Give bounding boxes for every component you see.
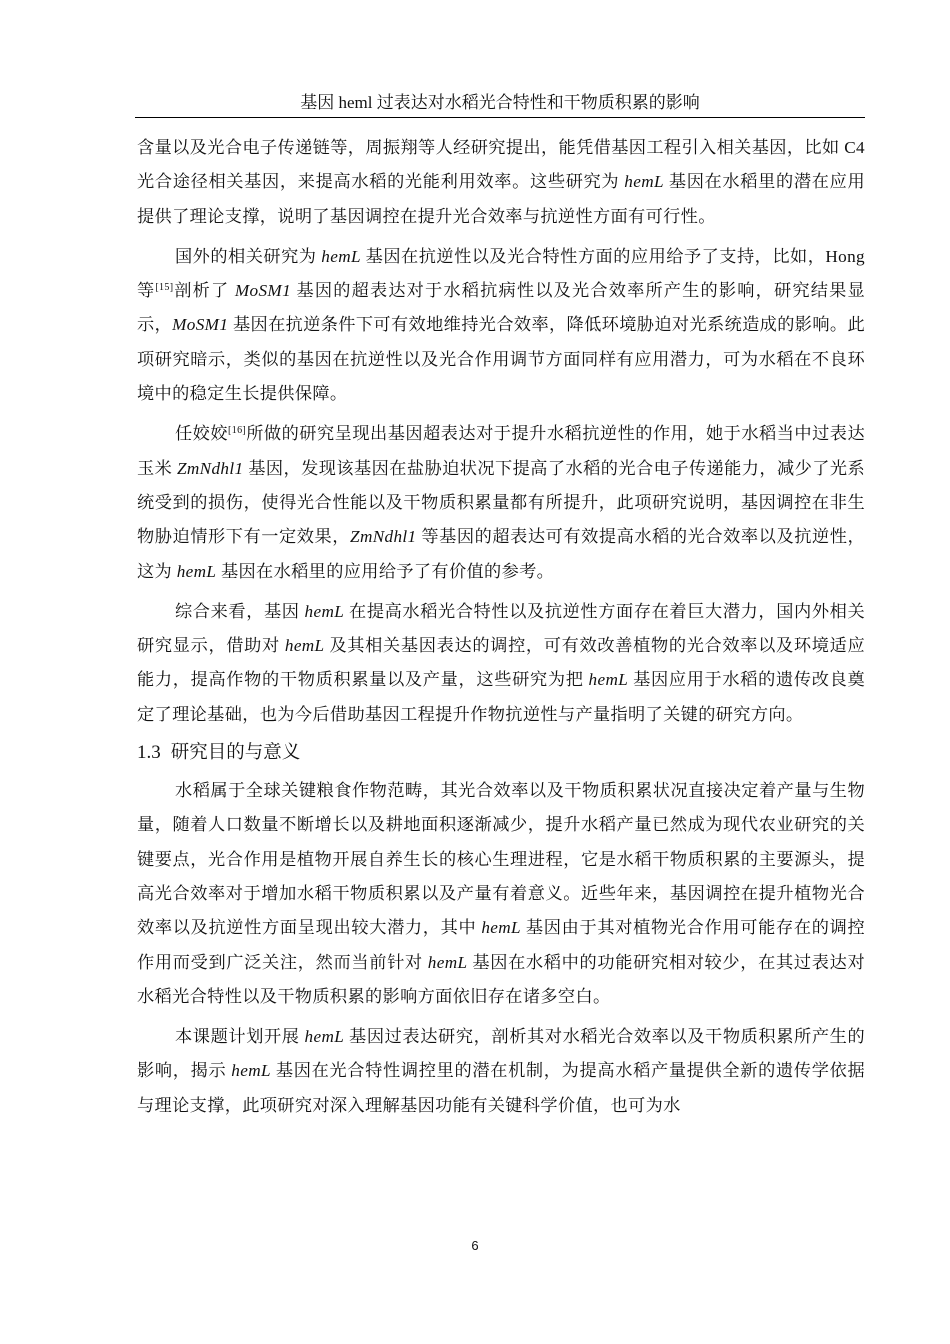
paragraph-3 xyxy=(137,417,865,588)
text-span: 基因，发现该基因在盐胁迫状况下提高了水稻的光合电子传递能力，减少了光系统受到的损伤，使得光合性能以及干物质积累量都有所提升，此项研究说明，基因调控在非生物胁迫情形下有一定效果， xyxy=(137,458,865,547)
gene-name: hemL xyxy=(284,636,325,656)
text-span: 等基因的超表达可有效提高水稻的光合效率以及抗逆性，这为 xyxy=(137,527,865,581)
body-text xyxy=(137,131,865,1123)
paragraph-6 xyxy=(137,1020,865,1123)
gene-name: hemL xyxy=(624,172,664,192)
text-span: 基因在抗逆性以及光合特性方面的应用给予了支持，比如，Hong 等 xyxy=(137,246,866,301)
text-span: 含量以及光合电子传递链等，周振翔等人经研究提出，能凭借基因工程引入相关基因，比如 C4 光合途径相关基因，来提高水稻的光能利用效率。这些研究为 xyxy=(137,138,865,192)
text-span: 任姣姣 xyxy=(175,424,229,444)
text-span: 基因过表达研究，剖析其对水稻光合效率以及干物质积累所产生的影响，揭示 xyxy=(137,1027,865,1081)
paragraph-5 xyxy=(137,774,865,1014)
text-span: 基因在水稻中的功能研究相对较少，在其过表达对水稻光合特性以及干物质积累的影响方面依旧存在诸多空白。 xyxy=(137,952,865,1006)
paragraph-2 xyxy=(137,240,865,411)
text-span: 基因应用于水稻的遗传改良奠定了理论基础，也为今后借助基因工程提升作物抗逆性与产量指明了关键的研究方向。 xyxy=(137,670,866,724)
text-span: 国外的相关研究为 xyxy=(175,246,322,266)
page-number: 6 xyxy=(471,1238,479,1253)
citation-ref: [16] xyxy=(228,425,247,437)
header-rule xyxy=(135,117,865,118)
gene-name: hemL xyxy=(481,918,521,938)
text-span: 基因的超表达对于水稻抗病性以及光合效率所产生的影响，研究结果显示， xyxy=(137,281,865,335)
text-span: 基因由于其对植物光合作用可能存在的调控作用而受到广泛关注，然而当前针对 xyxy=(137,918,865,972)
gene-name: hemL xyxy=(176,561,217,581)
text-span: 本课题计划开展 xyxy=(175,1027,305,1047)
header-text-2: 过表达对水稻光合特性和干物质积累的影响 xyxy=(372,93,700,112)
gene-name: MoSM1 xyxy=(172,315,229,335)
section-title: 研究目的与意义 xyxy=(170,742,301,764)
gene-name: hemL xyxy=(231,1061,271,1081)
gene-name: MoSM1 xyxy=(234,281,292,301)
running-header xyxy=(135,92,865,114)
gene-name: hemL xyxy=(304,1027,345,1047)
text-span: 在提高水稻光合特性以及抗逆性方面存在着巨大潜力，国内外相关研究显示，借助对 xyxy=(137,601,865,656)
gene-name: ZmNdhl1 xyxy=(177,458,244,478)
header-text-1: 基因 xyxy=(300,93,339,112)
text-span: 综合来看，基因 xyxy=(175,601,305,621)
gene-name: hemL xyxy=(427,952,468,972)
text-span: 基因在抗逆条件下可有效地维持光合效率，降低环境胁迫对光系统造成的影响。此项研究暗示，类似的基因在抗逆性以及光合作用调节方面同样有应用潜力，可为水稻在不良环境中的稳定生长提供保障。 xyxy=(137,315,866,404)
gene-name: ZmNdhl1 xyxy=(350,527,417,547)
section-number: 1.3 xyxy=(137,742,161,764)
text-span: 基因在水稻里的潜在应用提供了理论支撑，说明了基因调控在提升光合效率与抗逆性方面有可行性。 xyxy=(137,172,865,226)
gene-name: hemL xyxy=(304,601,345,621)
paragraph-1 xyxy=(137,131,865,234)
gene-name: hemL xyxy=(588,670,629,690)
text-span: 基因在水稻里的应用给予了有价值的参考。 xyxy=(216,561,555,581)
gene-name: hemL xyxy=(321,246,361,266)
section-heading xyxy=(137,736,865,770)
citation-ref: [15] xyxy=(155,282,174,294)
text-span: 基因在光合特性调控里的潜在机制，为提高水稻产量提供全新的遗传学依据与理论支撑，此项研究对深入理解基因功能有关键科学价值，也可为水 xyxy=(137,1061,866,1115)
text-span: 所做的研究呈现出基因超表达对于提升水稻抗逆性的作用，她于水稻当中过表达玉米 xyxy=(137,424,865,478)
text-span: 及其相关基因表达的调控，可有效改善植物的光合效率以及环境适应能力，提高作物的干物质积累量以及产量，这些研究为把 xyxy=(137,636,865,690)
text-span: 剖析了 xyxy=(173,281,235,301)
text-span: 水稻属于全球关键粮食作物范畴，其光合效率以及干物质积累状况直接决定着产量与生物量，随着人口数量不断增长以及耕地面积逐渐减少，提升水稻产量已然成为现代农业研究的关键要点，光合作用是植物开展自养生长的核心生理进程，它是水稻干物质积累的主要源头，提高光合效率对于增加水稻干物质积累以及产量有着意义。近些年来，基因调控在提升植物光合效率以及抗逆性方面呈现出较大潜力，其中 xyxy=(137,781,865,938)
paragraph-4 xyxy=(137,595,865,732)
header-gene: heml xyxy=(338,93,373,112)
